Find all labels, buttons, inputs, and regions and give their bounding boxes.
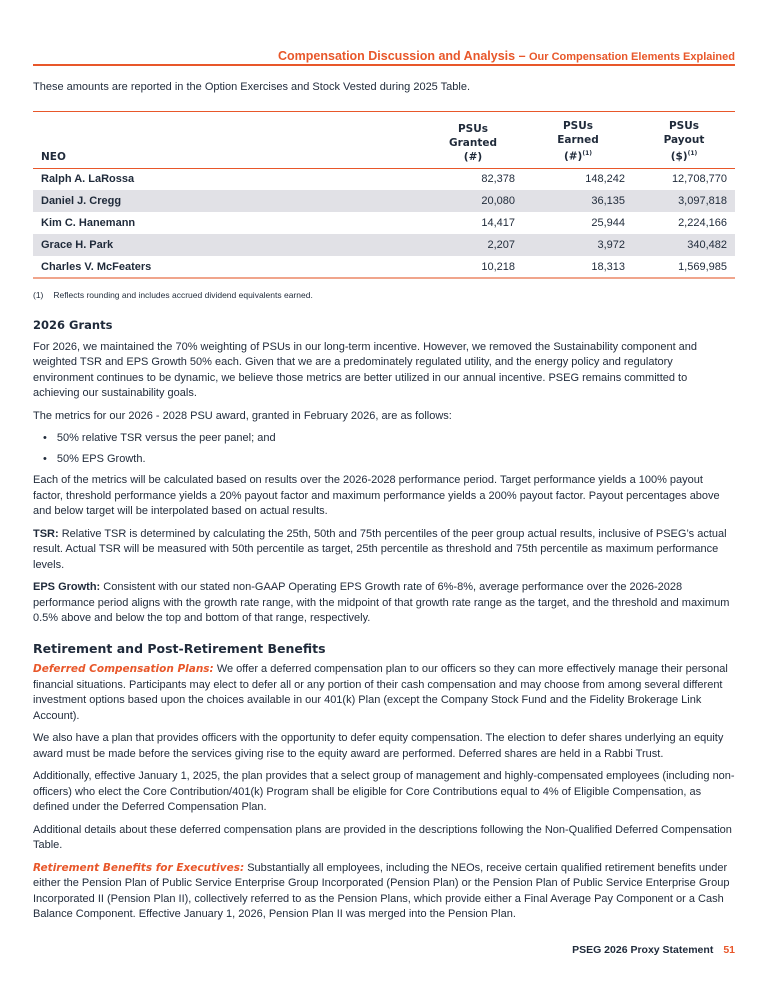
cell-name: Kim C. Hanemann: [41, 217, 136, 229]
deferred-comp-paragraph: Deferred Compensation Plans: We offer a deferred compensation plan to our officers so they can more effectively manage their personal financial situations. Participants may elect to defer all or any portion of their cash compensation and may choose from among several different investment options based upon the choices available in our 401(k) Plan (except the Company Stock Fund and the Fidelity Brokerage Link Account).: [33, 663, 728, 722]
retirement-p3: Additionally, effective January 1, 2025, the plan provides that a select group of management and highly-compensated employees (including non-officers) who elect the Core Contribution/401(k) Program shall be eligible for Core Contributions equal to 4% of Eligible Compensation, as defined under the Deferred Compensation Plan.: [33, 770, 735, 813]
table-row: [33, 212, 735, 234]
eps-paragraph: EPS Growth: Consistent with our stated non-GAAP Operating EPS Growth rate of 6%-8%, average performance over the 2026-2028 performance period aligns with the growth rate range, with the midpoint of that growth rate range as the target, and the threshold and maximum 0.5% above and below the top and bottom of that range, respectively.: [33, 581, 730, 624]
cell-payout: 340,482: [687, 239, 727, 251]
col-neo: NEO: [41, 150, 66, 163]
cell-name: Ralph A. LaRossa: [41, 173, 135, 186]
table-header-row: [33, 112, 735, 169]
page-header: [33, 50, 735, 66]
col-earned: PSUs Earned (#)$^{(1)}$: [557, 120, 599, 163]
retirement-p2: We also have a plan that provides officers with the opportunity to defer equity compensation. The election to defer shares underlying an equity award must be made before the services giving rise to the equity award are performed. Deferred shares are held in a Rabbi Trust.: [33, 732, 724, 760]
cell-payout: 1,569,985: [678, 260, 727, 273]
table-row: [33, 168, 735, 190]
cell-name: Daniel J. Cregg: [41, 195, 122, 207]
cell-granted: 14,417: [481, 217, 515, 229]
subsection-title: Our Compensation Elements Explained: [529, 51, 735, 63]
grants-p1: For 2026, we maintained the 70% weighting of PSUs in our long-term incentive. However, we removed the Sustainability component and weighted TSR and EPS Growth 50% each. Given that we are a predominately regulated utility, and the energy policy and regulatory environment continues to be dynamic, we believe those metrics are better utilized in our annual incentive. PSEG remains committed to achieving our sustainability goals.: [33, 340, 698, 399]
list-item: • 50% EPS Growth.: [43, 452, 735, 468]
cell-name: Grace H. Park: [41, 239, 114, 251]
cell-granted: 10,218: [481, 260, 515, 273]
cell-earned: 18,313: [591, 260, 625, 273]
list-item: • 50% relative TSR versus the peer panel; and: [43, 431, 735, 447]
cell-payout: 3,097,818: [678, 195, 727, 207]
section-title: Compensation Discussion and Analysis: [278, 49, 516, 63]
cell-earned: 36,135: [591, 195, 625, 207]
col-granted: PSUs Granted (#): [448, 122, 497, 163]
retirement-heading: Retirement and Post-Retirement Benefits: [33, 640, 326, 656]
retirement-benefits-paragraph: Retirement Benefits for Executives: Substantially all employees, including the NEOs, receive certain qualified retirement benefits under either the Pension Plan of Public Service Enterprise Group Incorporated (Pension Plan) or the Pension Plan of Public Service Enterprise Group Incorporated II (Pension Plan II), collectively referred to as the Pension Plans, which provide either a Final Average Pay Component or a Cash Balance Component. Effective January 1, 2026, Pension Plan II was merged into the Pension Plan.: [33, 861, 730, 920]
grants-p3: Each of the metrics will be calculated based on results over the 2026-2028 performance period. Target performance yields a 100% payout factor, threshold performance yields a 20% payout factor and maximum performance yields a 200% payout factor. Payout percentages above and below target will be interpolated based on actual results.: [33, 474, 720, 517]
grants-p2: The metrics for our 2026 - 2028 PSU award, granted in February 2026, are as follows:: [33, 409, 452, 422]
table-row: [33, 234, 735, 256]
table-row: [33, 256, 735, 278]
cell-earned: 3,972: [597, 239, 625, 251]
cell-payout: 2,224,166: [678, 217, 727, 229]
cell-granted: 2,207: [487, 239, 515, 251]
retirement-p4: Additional details about these deferred compensation plans are provided in the descriptions following the Non-Qualified Deferred Compensation Table.: [33, 823, 732, 851]
psu-table: [33, 111, 735, 279]
col-payout: PSUs Payout ($)$^{(1)}$: [663, 120, 705, 163]
page-number: 51: [723, 944, 735, 956]
table-row: [33, 190, 735, 212]
grants-heading: 2026 Grants: [33, 318, 113, 332]
cell-granted: 82,378: [481, 173, 515, 186]
cell-earned: 148,242: [585, 173, 625, 186]
body-text: [33, 318, 735, 930]
cell-name: Charles V. McFeaters: [41, 260, 152, 273]
intro-text: These amounts are reported in the Option Exercises and Stock Vested during 2025 Table.: [33, 81, 471, 93]
cell-earned: 25,944: [591, 217, 625, 229]
metrics-list: [43, 431, 735, 467]
footnote: (1) Reflects rounding and includes accrued dividend equivalents earned.: [33, 290, 313, 300]
page-footer: PSEG 2026 Proxy Statement 51: [572, 944, 735, 956]
tsr-paragraph: TSR: Relative TSR is determined by calculating the 25th, 50th and 75th percentiles of the peer group actual results, inclusive of PSEG’s actual result. Actual TSR will be measured with 50th percentile as target, 25th percentile as threshold and 75th percentile as maximum performance levels.: [33, 527, 727, 571]
header-dash: –: [515, 49, 529, 63]
cell-payout: 12,708,770: [671, 173, 727, 186]
cell-granted: 20,080: [481, 195, 515, 207]
